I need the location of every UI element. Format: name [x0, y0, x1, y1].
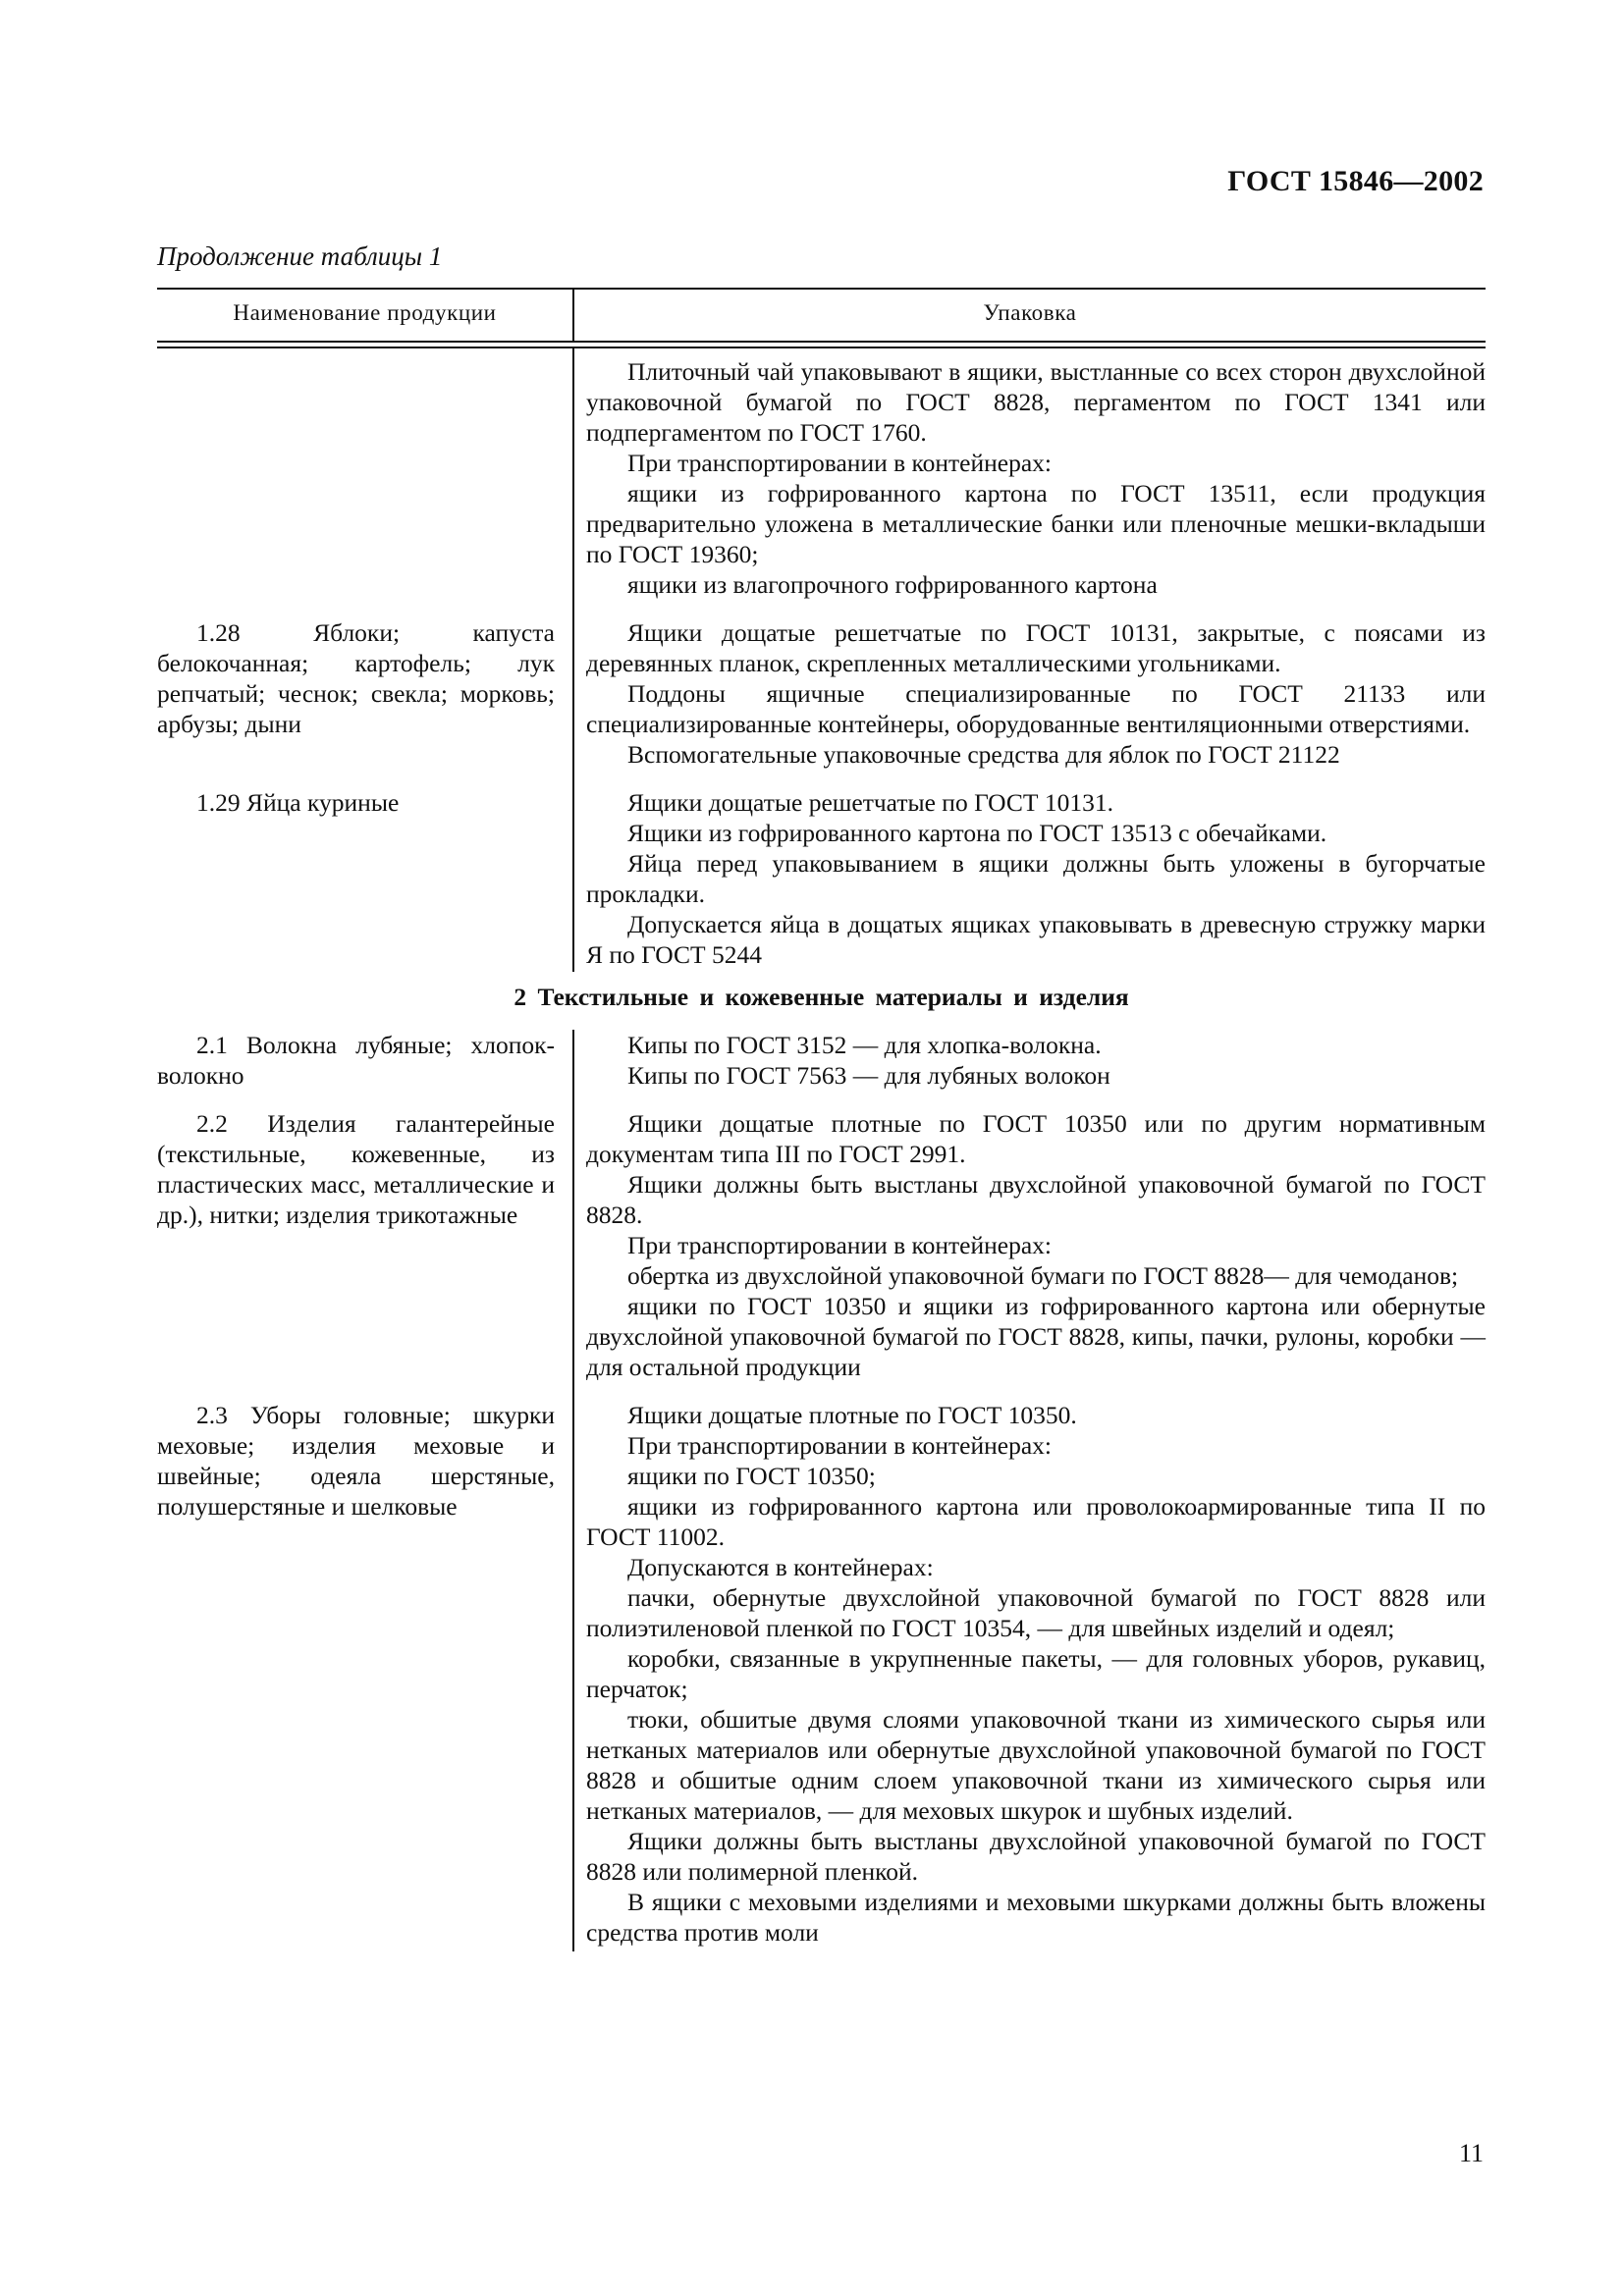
table-row: [157, 1400, 1486, 1951]
product-name-cell: 2.1 Волокна лубяные; хлопок-волокно: [157, 1031, 555, 1090]
product-name-cell: [157, 348, 572, 617]
packaging-paragraph: Плиточный чай упаковывают в ящики, выстланные со всех сторон двухслойной упаковочной бумагой по ГОСТ 8828, пергаментом по ГОСТ 1341 или подпергаментом по ГОСТ 1760.: [586, 357, 1486, 447]
packaging-paragraph: При транспортировании в контейнерах:: [627, 1431, 1052, 1460]
packaging-cell: [572, 348, 1486, 617]
product-name-cell: 2.2 Изделия галантерейные (текстильные, кожевенные, из пластических масс, металлические и др.), нитки; изделия трикотажные: [157, 1109, 555, 1229]
packaging-paragraph: пачки, обернутые двухслойной упаковочной бумагой по ГОСТ 8828 или полиэтиленовой пленкой по ГОСТ 10354, — для швейных изделий и одеял;: [586, 1583, 1486, 1642]
packaging-paragraph: ящики из гофрированного картона по ГОСТ 13511, если продукция предварительно уложена в металлические банки или пленочные мешки-вкладыши по ГОСТ 19360;: [586, 479, 1486, 568]
table-header: [157, 288, 1486, 341]
page-number: 11: [1458, 2139, 1484, 2167]
packaging-cell: [572, 617, 1486, 787]
section-title: 2 Текстильные и кожевенные материалы и изделия: [514, 983, 1129, 1011]
column-header-product: Наименование продукции: [233, 300, 497, 325]
packaging-paragraph: Ящики должны быть выстланы двухслойной упаковочной бумагой по ГОСТ 8828.: [586, 1170, 1486, 1229]
column-header-packaging: Упаковка: [572, 290, 1486, 341]
product-name-cell: 1.28 Яблоки; капуста белокочанная; картофель; лук репчатый; чеснок; свекла; морковь; арбузы; дыни: [157, 618, 555, 738]
table-body-textile: [157, 1030, 1486, 1951]
packaging-paragraph: Допускаются в контейнерах:: [627, 1553, 934, 1581]
packaging-paragraph: ящики по ГОСТ 10350 и ящики из гофрированного картона или обернутые двухслойной упаковочной бумагой по ГОСТ 8828, кипы, пачки, рулоны, коробки — для остальной продукции: [586, 1292, 1486, 1381]
product-name-cell: 1.29 Яйца куриные: [196, 788, 400, 817]
packaging-paragraph: Ящики из гофрированного картона по ГОСТ 13513 с обечайками.: [627, 819, 1327, 847]
packaging-cell: [572, 1400, 1486, 1951]
table-row: [157, 348, 1486, 617]
packaging-cell: [572, 1030, 1486, 1108]
packaging-paragraph: Ящики дощатые решетчатые по ГОСТ 10131, закрытые, с поясами из деревянных планок, скрепленных металлическими угольниками.: [586, 618, 1486, 677]
table-continuation-label: Продолжение таблицы 1: [157, 241, 443, 271]
packaging-table: [157, 288, 1486, 1951]
packaging-paragraph: Кипы по ГОСТ 3152 — для хлопка-волокна.: [627, 1031, 1102, 1059]
product-name-cell: 2.3 Уборы головные; шкурки меховые; изделия меховые и швейные; одеяла шерстяные, полушерстяные и шелковые: [157, 1401, 555, 1521]
table-body-food: [157, 348, 1486, 972]
packaging-paragraph: При транспортировании в контейнерах:: [627, 449, 1052, 477]
packaging-paragraph: Кипы по ГОСТ 7563 — для лубяных волокон: [627, 1061, 1110, 1090]
packaging-paragraph: Вспомогательные упаковочные средства для яблок по ГОСТ 21122: [627, 740, 1340, 769]
packaging-paragraph: обертка из двухслойной упаковочной бумаги по ГОСТ 8828— для чемоданов;: [627, 1261, 1459, 1290]
packaging-paragraph: При транспортировании в контейнерах:: [627, 1231, 1052, 1259]
packaging-cell: [572, 1108, 1486, 1400]
packaging-paragraph: Ящики дощатые решетчатые по ГОСТ 10131.: [627, 788, 1113, 817]
packaging-paragraph: ящики из гофрированного картона или проволокоармированные типа II по ГОСТ 11002.: [586, 1492, 1486, 1551]
packaging-paragraph: В ящики с меховыми изделиями и меховыми шкурками должны быть вложены средства против моли: [586, 1888, 1486, 1947]
standard-number: ГОСТ 15846—2002: [1227, 165, 1484, 197]
table-row: [157, 1030, 1486, 1108]
table-row: [157, 617, 1486, 787]
header-double-rule: [157, 341, 1486, 348]
packaging-paragraph: ящики из влагопрочного гофрированного картона: [627, 570, 1158, 599]
packaging-paragraph: Ящики должны быть выстланы двухслойной упаковочной бумагой по ГОСТ 8828 или полимерной пленкой.: [586, 1827, 1486, 1886]
table-row: [157, 1108, 1486, 1400]
packaging-paragraph: Поддоны ящичные специализированные по ГОСТ 21133 или специализированные контейнеры, оборудованные вентиляционными отверстиями.: [586, 679, 1486, 738]
packaging-paragraph: Ящики дощатые плотные по ГОСТ 10350.: [627, 1401, 1077, 1429]
packaging-paragraph: коробки, связанные в укрупненные пакеты, — для головных уборов, рукавиц, перчаток;: [586, 1644, 1486, 1703]
packaging-paragraph: тюки, обшитые двумя слоями упаковочной ткани из химического сырья или нетканых материалов или обернутые двухслойной упаковочной бумагой по ГОСТ 8828 и обшитые одним слоем упаковочной ткани из химического сырья или нетканых материалов, — для меховых шкурок и шубных изделий.: [586, 1705, 1486, 1825]
packaging-cell: [572, 787, 1486, 972]
packaging-paragraph: Яйца перед упаковыванием в ящики должны быть уложены в бугорчатые прокладки.: [586, 849, 1486, 908]
packaging-paragraph: ящики по ГОСТ 10350;: [627, 1462, 876, 1490]
packaging-paragraph: Ящики дощатые плотные по ГОСТ 10350 или по другим нормативным документам типа III по ГОСТ 2991.: [586, 1109, 1486, 1168]
packaging-paragraph: Допускается яйца в дощатых ящиках упаковывать в древесную стружку марки Я по ГОСТ 5244: [586, 910, 1486, 969]
table-row: [157, 787, 1486, 972]
